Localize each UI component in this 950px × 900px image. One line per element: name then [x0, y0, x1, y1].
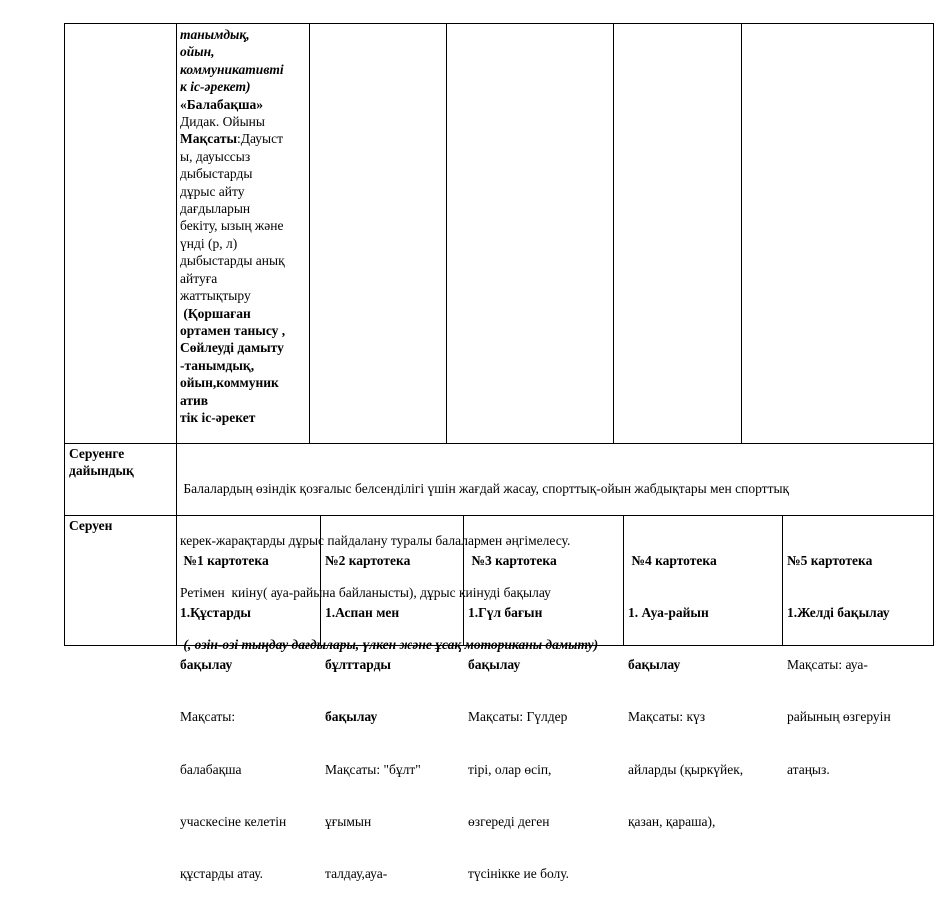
- card-title: №4 картотека: [628, 552, 717, 568]
- goal-label: Мақсаты: [180, 131, 237, 147]
- card-body-line: Мақсаты: "бұлт": [325, 761, 421, 777]
- prep-label-line: дайындық: [69, 463, 134, 479]
- card-body-line: Мақсаты: күз: [628, 709, 706, 725]
- card-title: №1 картотека: [180, 552, 269, 568]
- card-body-line: қазан, қараша),: [628, 813, 716, 829]
- card-3: [468, 517, 620, 900]
- card-body-line: балабақша: [180, 761, 242, 777]
- prep-line: Ретімен киіну( ауа-райына байланысты), дұрыс киінуді бақылау: [180, 585, 551, 601]
- prep-label: [69, 445, 134, 480]
- prep-line: Балалардың өзіндік қозғалыс белсенділігі үшін жағдай жасау, спорттық-ойын жабдықтары мен спорттық: [180, 480, 790, 496]
- activity-line: дұрыс айту: [180, 183, 245, 199]
- prep-line: (, өзін-өзі тыңдау дағдылары, үлкен және ұсақ моториканы дамыту): [180, 637, 599, 653]
- card-body-line: өзгереді деген: [468, 813, 550, 829]
- activity-line: ойын,коммуник: [180, 375, 279, 391]
- card-body-line: учаскесіне келетін: [180, 813, 287, 829]
- activity-line: ойын,: [180, 44, 215, 60]
- card-title: №2 картотека: [325, 552, 411, 568]
- goal-text: :Дауыст: [237, 131, 283, 147]
- card-body-line: тірі, олар өсіп,: [468, 761, 552, 777]
- card-subtitle: бақылау: [180, 657, 233, 673]
- activity-line: бекіту, ызың және: [180, 218, 284, 234]
- card-2: [325, 517, 461, 900]
- card-subtitle: 1. Ауа-райын: [628, 605, 709, 621]
- card-subtitle: 1.Құстарды: [180, 605, 251, 621]
- activity-line: Дидак. Ойыны: [180, 114, 265, 130]
- activity-line: ортамен танысу ,: [180, 322, 286, 338]
- card-4: [628, 517, 780, 848]
- card-subtitle: бұлттарды: [325, 657, 391, 673]
- activity-line: -танымдық,: [180, 357, 255, 373]
- card-body-line: құстарды атау.: [180, 866, 264, 882]
- card-subtitle: бақылау: [628, 657, 681, 673]
- activity-cell: [180, 26, 308, 426]
- activity-line: танымдық,: [180, 27, 250, 42]
- activity-line: Сөйлеуді дамыту: [180, 340, 284, 356]
- card-subtitle: бақылау: [468, 657, 521, 673]
- prep-label-line: Серуенге: [69, 446, 125, 461]
- activity-line: (Қоршаған: [180, 305, 251, 321]
- card-subtitle: 1.Желді бақылау: [787, 605, 890, 621]
- prep-line: керек-жарақтарды дұрыс пайдалану туралы балалармен әңгімелесу.: [180, 533, 571, 549]
- card-body-line: ұғымын: [325, 813, 372, 829]
- activity-line: үнді (р, л): [180, 235, 238, 251]
- card-subtitle: 1.Аспан мен: [325, 605, 400, 621]
- card-5: [787, 517, 931, 796]
- card-body-line: Мақсаты:: [180, 709, 236, 725]
- card-1: [180, 517, 318, 900]
- activity-line: к іс-әрекет): [180, 79, 251, 95]
- activity-line: атив: [180, 392, 209, 408]
- activity-line: айтуға: [180, 270, 218, 286]
- activity-line: [180, 130, 308, 147]
- activity-line: тік іс-әрекет: [180, 409, 256, 425]
- activity-line: жаттықтыру: [180, 288, 251, 304]
- activity-line: дыбыстарды анық: [180, 253, 285, 269]
- activity-line: коммуникативті: [180, 61, 284, 77]
- card-body-line: райының өзгеруін: [787, 709, 891, 725]
- card-subtitle: бақылау: [325, 709, 378, 725]
- card-body-line: түсінікке ие болу.: [468, 866, 570, 882]
- activity-line: дағдыларын: [180, 201, 251, 217]
- activity-line: «Балабақша»: [180, 96, 264, 112]
- card-body-line: айларды (қыркүйек,: [628, 761, 744, 777]
- card-subtitle: 1.Гүл бағын: [468, 605, 543, 621]
- card-body-line: атаңыз.: [787, 761, 830, 777]
- card-title: №5 картотека: [787, 552, 873, 568]
- card-body-line: талдау,ауа-: [325, 866, 388, 882]
- activity-line: ы, дауыссыз: [180, 148, 251, 164]
- activity-line: дыбыстарды: [180, 166, 253, 182]
- card-body-line: Мақсаты: Гүлдер: [468, 709, 568, 725]
- card-body-line: Мақсаты: ауа-: [787, 657, 868, 673]
- walk-label: Серуен: [69, 518, 113, 533]
- card-title: №3 картотека: [468, 552, 557, 568]
